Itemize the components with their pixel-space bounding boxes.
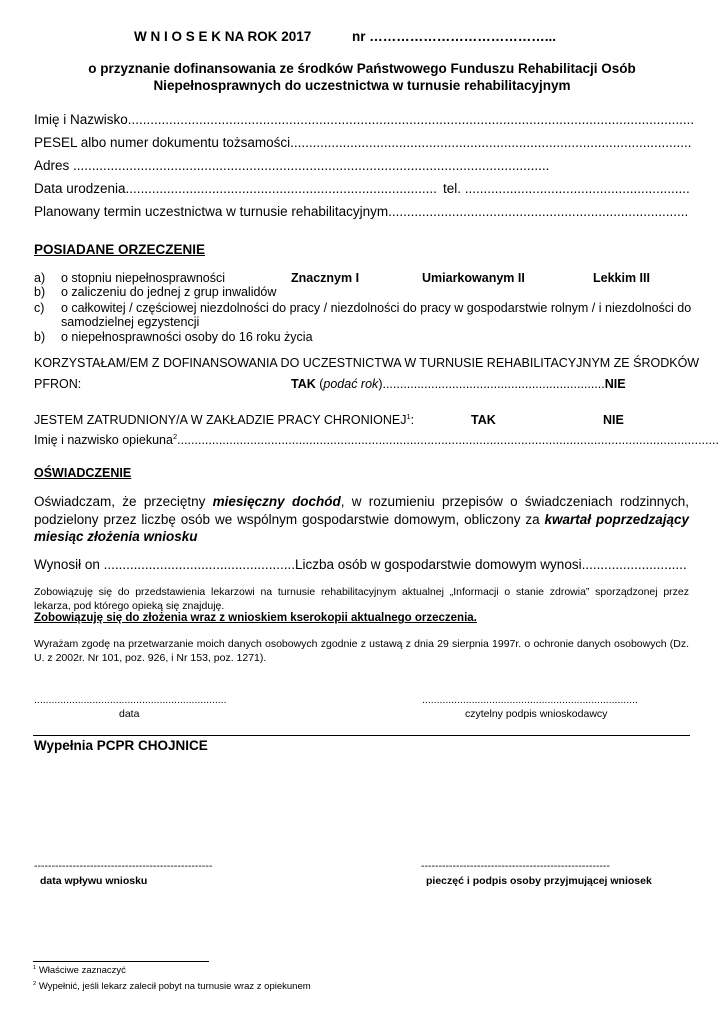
pfron-podac-rok: podać rok (323, 377, 379, 391)
form-subtitle-1: o przyznanie dofinansowania ze środków Państwowego Funduszu Rehabilitacji Osób (88, 61, 636, 76)
term-field[interactable]: Planowany termin uczestnictwa w turnusie rehabilitacyjnym................................................................................ (34, 204, 689, 219)
zatrudniony-nie[interactable]: NIE (603, 413, 624, 427)
oswiadczenie-heading: OŚWIADCZENIE (34, 466, 132, 480)
orzeczenie-item-b-letter: b) (34, 285, 46, 299)
orzeczenie-item-a[interactable]: o stopniu niepełnosprawności (61, 271, 225, 285)
degree-znaczny[interactable]: Znacznym I (291, 271, 360, 285)
pcpr-date-line[interactable]: --------------------------------------------------- (34, 860, 213, 872)
pfron-year-dots[interactable]: ................................................................ (382, 377, 605, 391)
degree-umiarkowany[interactable]: Umiarkowanym II (422, 271, 525, 285)
pfron-question: KORZYSTAŁAM/EM Z DOFINANSOWANIA DO UCZESTNICTWA W TURNUSIE REHABILITACYJNYM ZE ŚRODKÓW (34, 356, 700, 370)
address-field[interactable]: Adres ............................................................................................................................... (34, 158, 550, 173)
date-caption: data (119, 708, 140, 720)
form-subtitle-2: Niepełnosprawnych do uczestnictwa w turnusie rehabilitacyjnym (153, 78, 571, 93)
orzeczenie-item-b[interactable]: o zaliczeniu do jednej z grup inwalidów (61, 285, 277, 299)
footnote-1: $^1$ Właściwe zaznaczyć (33, 965, 126, 977)
signature-caption: czytelny podpis wnioskodawcy (465, 708, 608, 720)
form-number: nr …………………………………... (352, 29, 557, 44)
pcpr-signature-line[interactable]: ------------------------------------------------------ (421, 860, 610, 872)
oswiadczenie-paragraph: Oświadczam, że przeciętny miesięczny dochód, w rozumieniu przepisów o świadczeniach rodzinnych, podzielony przez liczbę osób we wspólnym gospodarstwie domowym, obliczony za kwartał poprzedzający miesiąc złożenia wniosku (34, 494, 689, 544)
footnote-separator (33, 961, 209, 962)
orzeczenie-item-d[interactable]: o niepełnosprawności osoby do 16 roku życia (61, 330, 313, 344)
income-field[interactable]: Wynosił on ...................................................Liczba osób w gospodarstwie domowym wynosi............................ (34, 557, 687, 572)
zobowiazanie-orzeczenie: Zobowiązuję się do złożenia wraz z wnioskiem kserokopii aktualnego orzeczenia. (34, 612, 477, 624)
footnote-2: $^2$ Wypełnić, jeśli lekarz zalecił pobyt na turnusie wraz z opiekunem (33, 981, 311, 993)
zgoda-dane-osobowe: Wyrażam zgodę na przetwarzanie moich danych osobowych zgodnie z ustawą z dnia 29 sierpnia 1997r. o ochronie danych osobowych (Dz. U. z 2002r. Nr 101, poz. 926, i Nr 153, poz. 1271). (34, 638, 689, 664)
orzeczenie-item-c-letter: c) (34, 301, 45, 315)
pesel-field[interactable]: PESEL albo numer dokumentu tożsamości........................................................................................................... (34, 135, 692, 150)
orzeczenie-item-c-cont: samodzielnej egzystencji (61, 315, 200, 329)
degree-lekki[interactable]: Lekkim III (593, 271, 650, 285)
opiekun-field[interactable]: Imię i nazwisko opiekuna$^2$............................................................................................................................................................ (34, 432, 719, 448)
section-divider (33, 735, 690, 736)
orzeczenie-item-d-letter: b) (34, 330, 46, 344)
pfron-answer[interactable]: TAK (podać rok)................................................................NIE (291, 377, 626, 391)
zatrudniony-question: JESTEM ZATRUDNIONY/A W ZAKŁADZIE PRACY CHRONIONEJ$^1$: (34, 412, 415, 428)
pfron-label: PFRON: (34, 377, 82, 391)
date-dots[interactable]: .................................................................. (34, 694, 227, 706)
signature-dots[interactable]: .......................................................................... (422, 694, 638, 706)
zobowiazanie-info: Zobowiązuję się do przedstawienia lekarzowi na turnusie rehabilitacyjnym aktualnej „Informacji o stanie zdrowia” sporządzonej przez lekarza, pod którego opieką się znajduję. (34, 586, 689, 612)
pfron-nie[interactable]: NIE (604, 377, 626, 391)
pcpr-heading: Wypełnia PCPR CHOJNICE (34, 738, 208, 753)
birth-date-field[interactable]: Data urodzenia................................................................................... (34, 181, 437, 196)
pcpr-signature-caption: pieczęć i podpis osoby przyjmującej wniosek (426, 875, 652, 887)
zatrudniony-tak[interactable]: TAK (471, 413, 496, 427)
form-title: W N I O S E K NA ROK 2017 (134, 29, 312, 44)
pfron-tak[interactable]: TAK (291, 377, 316, 391)
phone-field[interactable]: tel. ............................................................ (443, 181, 690, 196)
orzeczenie-heading: POSIADANE ORZECZENIE (34, 242, 206, 257)
name-field[interactable]: Imię i Nazwisko....................................................................................................................................................... (34, 112, 695, 127)
orzeczenie-item-a-letter: a) (34, 271, 46, 285)
pcpr-date-caption: data wpływu wniosku (40, 875, 148, 887)
orzeczenie-item-c[interactable]: o całkowitej / częściowej niezdolności do pracy / niezdolności do pracy w gospodarstwie rolnym / i niezdolności do (61, 301, 692, 315)
